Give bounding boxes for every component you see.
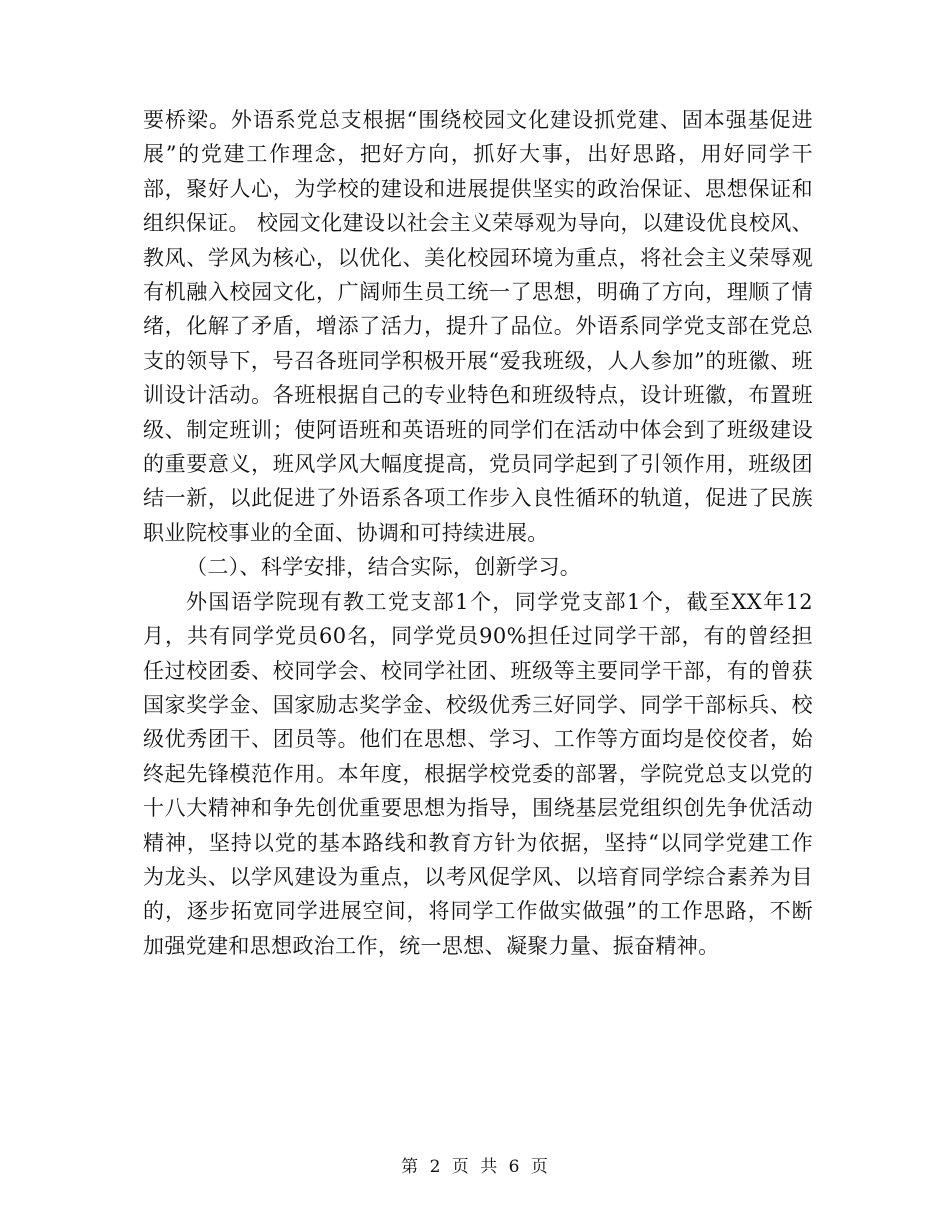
page-footer: 第 2 页 共 6 页: [401, 1157, 549, 1177]
section-heading-2: （二）、科学安排，结合实际，创新学习。: [186, 555, 582, 580]
document-body: [143, 103, 813, 963]
paragraph-campus-culture: 要桥梁。外语系党总支根据“围绕校园文化建设抓党建、固本强基促进展”的党建工作理念，把好方向，抓好大事，出好思路，用好同学干部，聚好人心，为学校的建设和进展提供坚实的政治保证、思想保证和组织保证。 校园文化建设以社会主义荣辱观为导向，以建设优良校风、教风、学风为核心，以优化、美化校园环境为重点，将社会主义荣辱观有机融入校园文化，广阔师生员工统一了思想，明确了方向，理顺了情绪，化解了矛盾，增添了活力，提升了品位。外语系同学党支部在党总支的领导下，号召各班同学积极开展“爱我班级，人人参加”的班徽、班训设计活动。各班根据自己的专业特色和班级特点，设计班徽，布置班级、制定班训；使阿语班和英语班的同学们在活动中体会到了班级建设的重要意义，班风学风大幅度提高，党员同学起到了引领作用，班级团结一新，以此促进了外语系各项工作步入良性循环的轨道，促进了民族职业院校事业的全面、协调和可持续进展。: [143, 108, 813, 545]
paragraph-party-members: 外国语学院现有教工党支部1个，同学党支部1个，截至XX年12月，共有同学党员60名，同学党员90%担任过同学干部，有的曾经担任过校团委、校同学会、校同学社团、班级等主要同学干部，有的曾获国家奖学金、国家励志奖学金、校级优秀三好同学、同学干部标兵、校级优秀团干、团员等。他们在思想、学习、工作等方面均是佼佼者，始终起先锋模范作用。本年度，根据学校党委的部署，学院党总支以党的十八大精神和争先创优重要思想为指导，围绕基层党组织创先争优活动精神，坚持以党的基本路线和教育方针为依据，坚持“以同学党建工作为龙头、以学风建设为重点，以考风促学风、以培育同学综合素养为目的，逐步拓宽同学进展空间，将同学工作做实做强”的工作思路，不断加强党建和思想政治工作，统一思想、凝聚力量、振奋精神。: [143, 589, 813, 958]
